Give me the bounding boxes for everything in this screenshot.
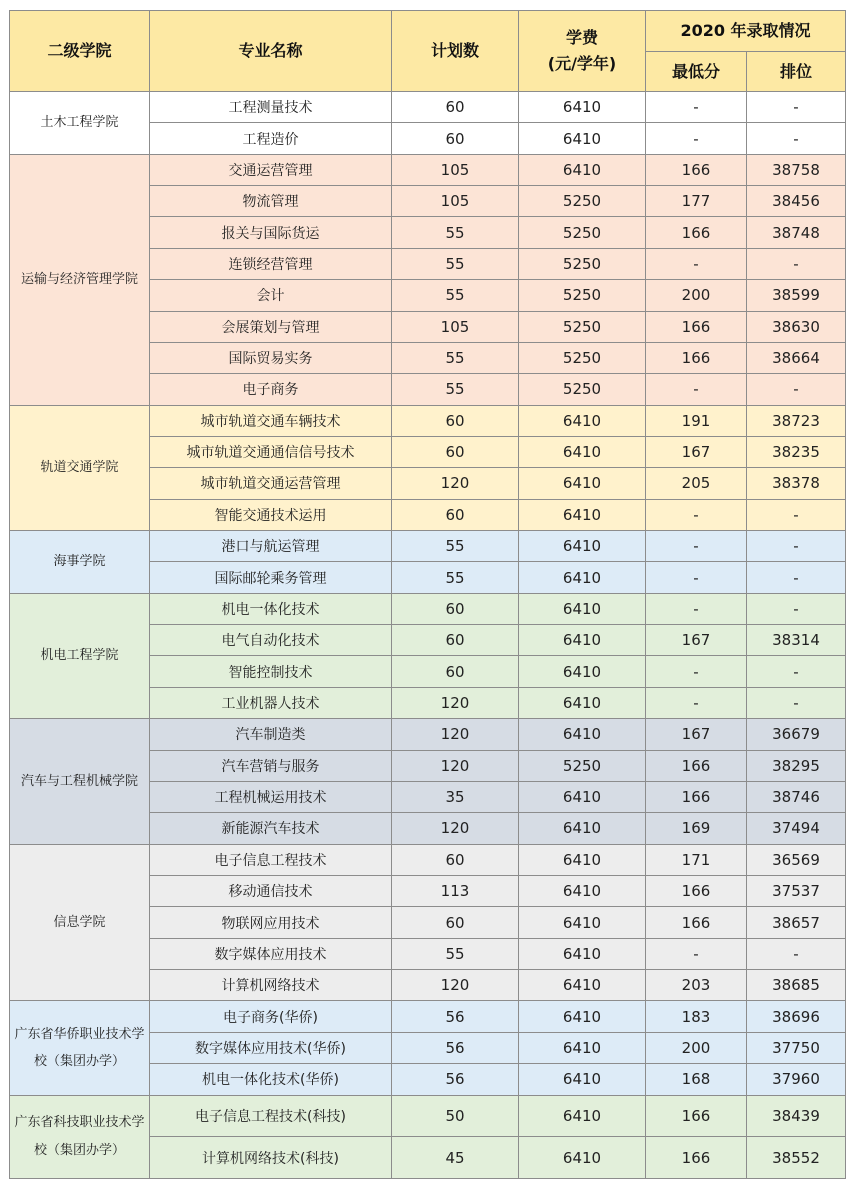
rank-cell: - xyxy=(747,656,846,687)
college-cell: 广东省科技职业技术学校（集团办学） xyxy=(10,1095,150,1179)
major-cell: 工程造价 xyxy=(150,123,392,154)
table-row xyxy=(10,1095,846,1137)
plan-cell: 55 xyxy=(392,562,519,593)
min-score-cell: 171 xyxy=(646,844,747,875)
fee-cell: 6410 xyxy=(519,781,646,812)
plan-cell: 60 xyxy=(392,844,519,875)
plan-cell: 120 xyxy=(392,687,519,718)
fee-cell: 6410 xyxy=(519,625,646,656)
header-major: 专业名称 xyxy=(150,11,392,92)
min-score-cell: 166 xyxy=(646,1137,747,1179)
header-admission: 2020 年录取情况 xyxy=(646,11,846,52)
min-score-cell: - xyxy=(646,656,747,687)
table-row xyxy=(10,405,846,436)
plan-cell: 113 xyxy=(392,875,519,906)
major-cell: 城市轨道交通运营管理 xyxy=(150,468,392,499)
major-cell: 报关与国际货运 xyxy=(150,217,392,248)
major-cell: 移动通信技术 xyxy=(150,875,392,906)
header-rank: 排位 xyxy=(747,52,846,92)
fee-cell: 6410 xyxy=(519,719,646,750)
major-cell: 计算机网络技术(科技) xyxy=(150,1137,392,1179)
plan-cell: 120 xyxy=(392,750,519,781)
table-row xyxy=(10,154,846,185)
major-cell: 交通运营管理 xyxy=(150,154,392,185)
major-cell: 计算机网络技术 xyxy=(150,970,392,1001)
fee-cell: 6410 xyxy=(519,468,646,499)
major-cell: 智能交通技术运用 xyxy=(150,499,392,530)
min-score-cell: - xyxy=(646,687,747,718)
header-plan: 计划数 xyxy=(392,11,519,92)
fee-cell: 6410 xyxy=(519,970,646,1001)
plan-cell: 55 xyxy=(392,374,519,405)
min-score-cell: - xyxy=(646,92,747,123)
table-row xyxy=(10,531,846,562)
plan-cell: 120 xyxy=(392,719,519,750)
major-cell: 城市轨道交通车辆技术 xyxy=(150,405,392,436)
min-score-cell: - xyxy=(646,248,747,279)
min-score-cell: - xyxy=(646,593,747,624)
fee-cell: 5250 xyxy=(519,374,646,405)
min-score-cell: 200 xyxy=(646,280,747,311)
rank-cell: 38657 xyxy=(747,907,846,938)
plan-cell: 60 xyxy=(392,656,519,687)
major-cell: 工程机械运用技术 xyxy=(150,781,392,812)
major-cell: 物流管理 xyxy=(150,186,392,217)
min-score-cell: - xyxy=(646,123,747,154)
fee-cell: 6410 xyxy=(519,562,646,593)
college-cell: 广东省华侨职业技术学校（集团办学） xyxy=(10,1001,150,1095)
plan-cell: 105 xyxy=(392,154,519,185)
plan-cell: 60 xyxy=(392,92,519,123)
min-score-cell: 166 xyxy=(646,217,747,248)
plan-cell: 60 xyxy=(392,436,519,467)
rank-cell: 38664 xyxy=(747,342,846,373)
major-cell: 国际贸易实务 xyxy=(150,342,392,373)
plan-cell: 120 xyxy=(392,468,519,499)
fee-cell: 6410 xyxy=(519,531,646,562)
fee-cell: 6410 xyxy=(519,92,646,123)
min-score-cell: 166 xyxy=(646,875,747,906)
fee-cell: 6410 xyxy=(519,1137,646,1179)
min-score-cell: - xyxy=(646,499,747,530)
fee-cell: 6410 xyxy=(519,656,646,687)
rank-cell: - xyxy=(747,531,846,562)
plan-cell: 120 xyxy=(392,970,519,1001)
fee-cell: 5250 xyxy=(519,217,646,248)
plan-cell: 60 xyxy=(392,593,519,624)
major-cell: 汽车营销与服务 xyxy=(150,750,392,781)
rank-cell: 38723 xyxy=(747,405,846,436)
fee-cell: 6410 xyxy=(519,875,646,906)
rank-cell: 38378 xyxy=(747,468,846,499)
header-min-score: 最低分 xyxy=(646,52,747,92)
plan-cell: 56 xyxy=(392,1001,519,1032)
fee-cell: 5250 xyxy=(519,750,646,781)
rank-cell: - xyxy=(747,92,846,123)
rank-cell: 38295 xyxy=(747,750,846,781)
fee-cell: 6410 xyxy=(519,154,646,185)
min-score-cell: 167 xyxy=(646,436,747,467)
min-score-cell: 177 xyxy=(646,186,747,217)
min-score-cell: 191 xyxy=(646,405,747,436)
plan-cell: 60 xyxy=(392,907,519,938)
plan-cell: 55 xyxy=(392,342,519,373)
major-cell: 城市轨道交通通信信号技术 xyxy=(150,436,392,467)
header-fee-line2: (元/学年) xyxy=(547,54,617,73)
plan-cell: 35 xyxy=(392,781,519,812)
college-cell: 海事学院 xyxy=(10,531,150,594)
rank-cell: 37960 xyxy=(747,1064,846,1095)
fee-cell: 6410 xyxy=(519,123,646,154)
header-college: 二级学院 xyxy=(10,11,150,92)
rank-cell: 38314 xyxy=(747,625,846,656)
min-score-cell: - xyxy=(646,531,747,562)
plan-cell: 55 xyxy=(392,217,519,248)
major-cell: 机电一体化技术 xyxy=(150,593,392,624)
rank-cell: - xyxy=(747,374,846,405)
fee-cell: 6410 xyxy=(519,938,646,969)
rank-cell: 37750 xyxy=(747,1032,846,1063)
plan-cell: 105 xyxy=(392,311,519,342)
min-score-cell: 167 xyxy=(646,625,747,656)
min-score-cell: - xyxy=(646,562,747,593)
table-row xyxy=(10,593,846,624)
major-cell: 电子商务(华侨) xyxy=(150,1001,392,1032)
fee-cell: 6410 xyxy=(519,1001,646,1032)
fee-cell: 6410 xyxy=(519,844,646,875)
min-score-cell: 166 xyxy=(646,750,747,781)
major-cell: 国际邮轮乘务管理 xyxy=(150,562,392,593)
rank-cell: 37537 xyxy=(747,875,846,906)
plan-cell: 120 xyxy=(392,813,519,844)
college-cell: 土木工程学院 xyxy=(10,92,150,155)
min-score-cell: 168 xyxy=(646,1064,747,1095)
major-cell: 新能源汽车技术 xyxy=(150,813,392,844)
fee-cell: 6410 xyxy=(519,499,646,530)
major-cell: 电子信息工程技术(科技) xyxy=(150,1095,392,1137)
admission-table xyxy=(9,10,846,1179)
rank-cell: 36679 xyxy=(747,719,846,750)
table-row xyxy=(10,719,846,750)
rank-cell: 38748 xyxy=(747,217,846,248)
fee-cell: 6410 xyxy=(519,1095,646,1137)
plan-cell: 45 xyxy=(392,1137,519,1179)
plan-cell: 55 xyxy=(392,531,519,562)
rank-cell: 38599 xyxy=(747,280,846,311)
college-cell: 汽车与工程机械学院 xyxy=(10,719,150,844)
fee-cell: 6410 xyxy=(519,593,646,624)
min-score-cell: 200 xyxy=(646,1032,747,1063)
major-cell: 电气自动化技术 xyxy=(150,625,392,656)
major-cell: 会展策划与管理 xyxy=(150,311,392,342)
college-cell: 信息学院 xyxy=(10,844,150,1001)
major-cell: 工程测量技术 xyxy=(150,92,392,123)
major-cell: 智能控制技术 xyxy=(150,656,392,687)
rank-cell: 38235 xyxy=(747,436,846,467)
fee-cell: 6410 xyxy=(519,1032,646,1063)
major-cell: 电子商务 xyxy=(150,374,392,405)
min-score-cell: - xyxy=(646,938,747,969)
plan-cell: 56 xyxy=(392,1064,519,1095)
rank-cell: - xyxy=(747,593,846,624)
fee-cell: 6410 xyxy=(519,687,646,718)
plan-cell: 105 xyxy=(392,186,519,217)
plan-cell: 60 xyxy=(392,123,519,154)
rank-cell: 38758 xyxy=(747,154,846,185)
min-score-cell: - xyxy=(646,374,747,405)
rank-cell: 38630 xyxy=(747,311,846,342)
min-score-cell: 166 xyxy=(646,781,747,812)
rank-cell: 38696 xyxy=(747,1001,846,1032)
major-cell: 数字媒体应用技术 xyxy=(150,938,392,969)
major-cell: 港口与航运管理 xyxy=(150,531,392,562)
plan-cell: 55 xyxy=(392,248,519,279)
college-cell: 轨道交通学院 xyxy=(10,405,150,530)
min-score-cell: 166 xyxy=(646,311,747,342)
rank-cell: 38439 xyxy=(747,1095,846,1137)
plan-cell: 55 xyxy=(392,280,519,311)
rank-cell: 38746 xyxy=(747,781,846,812)
major-cell: 机电一体化技术(华侨) xyxy=(150,1064,392,1095)
rank-cell: 38456 xyxy=(747,186,846,217)
rank-cell: - xyxy=(747,562,846,593)
admission-table-container xyxy=(9,10,845,1179)
min-score-cell: 166 xyxy=(646,907,747,938)
fee-cell: 6410 xyxy=(519,813,646,844)
rank-cell: 38685 xyxy=(747,970,846,1001)
min-score-cell: 205 xyxy=(646,468,747,499)
fee-cell: 6410 xyxy=(519,405,646,436)
major-cell: 物联网应用技术 xyxy=(150,907,392,938)
table-row xyxy=(10,1001,846,1032)
header-fee-line1: 学费 xyxy=(565,28,598,48)
major-cell: 电子信息工程技术 xyxy=(150,844,392,875)
rank-cell: - xyxy=(747,248,846,279)
rank-cell: 36569 xyxy=(747,844,846,875)
table-body xyxy=(10,92,846,1179)
fee-cell: 6410 xyxy=(519,907,646,938)
major-cell: 工业机器人技术 xyxy=(150,687,392,718)
plan-cell: 56 xyxy=(392,1032,519,1063)
plan-cell: 50 xyxy=(392,1095,519,1137)
fee-cell: 5250 xyxy=(519,311,646,342)
header-fee xyxy=(519,11,646,92)
college-cell: 运输与经济管理学院 xyxy=(10,154,150,405)
min-score-cell: 169 xyxy=(646,813,747,844)
table-row xyxy=(10,92,846,123)
fee-cell: 5250 xyxy=(519,248,646,279)
college-cell: 机电工程学院 xyxy=(10,593,150,718)
min-score-cell: 166 xyxy=(646,1095,747,1137)
table-row xyxy=(10,844,846,875)
min-score-cell: 183 xyxy=(646,1001,747,1032)
rank-cell: 37494 xyxy=(747,813,846,844)
major-cell: 汽车制造类 xyxy=(150,719,392,750)
min-score-cell: 167 xyxy=(646,719,747,750)
fee-cell: 6410 xyxy=(519,436,646,467)
plan-cell: 55 xyxy=(392,938,519,969)
rank-cell: - xyxy=(747,687,846,718)
fee-cell: 5250 xyxy=(519,186,646,217)
major-cell: 数字媒体应用技术(华侨) xyxy=(150,1032,392,1063)
min-score-cell: 166 xyxy=(646,154,747,185)
plan-cell: 60 xyxy=(392,405,519,436)
rank-cell: - xyxy=(747,123,846,154)
major-cell: 连锁经营管理 xyxy=(150,248,392,279)
plan-cell: 60 xyxy=(392,499,519,530)
fee-cell: 5250 xyxy=(519,342,646,373)
rank-cell: 38552 xyxy=(747,1137,846,1179)
fee-cell: 6410 xyxy=(519,1064,646,1095)
min-score-cell: 203 xyxy=(646,970,747,1001)
fee-cell: 5250 xyxy=(519,280,646,311)
major-cell: 会计 xyxy=(150,280,392,311)
plan-cell: 60 xyxy=(392,625,519,656)
min-score-cell: 166 xyxy=(646,342,747,373)
rank-cell: - xyxy=(747,938,846,969)
table-header xyxy=(10,11,846,92)
rank-cell: - xyxy=(747,499,846,530)
